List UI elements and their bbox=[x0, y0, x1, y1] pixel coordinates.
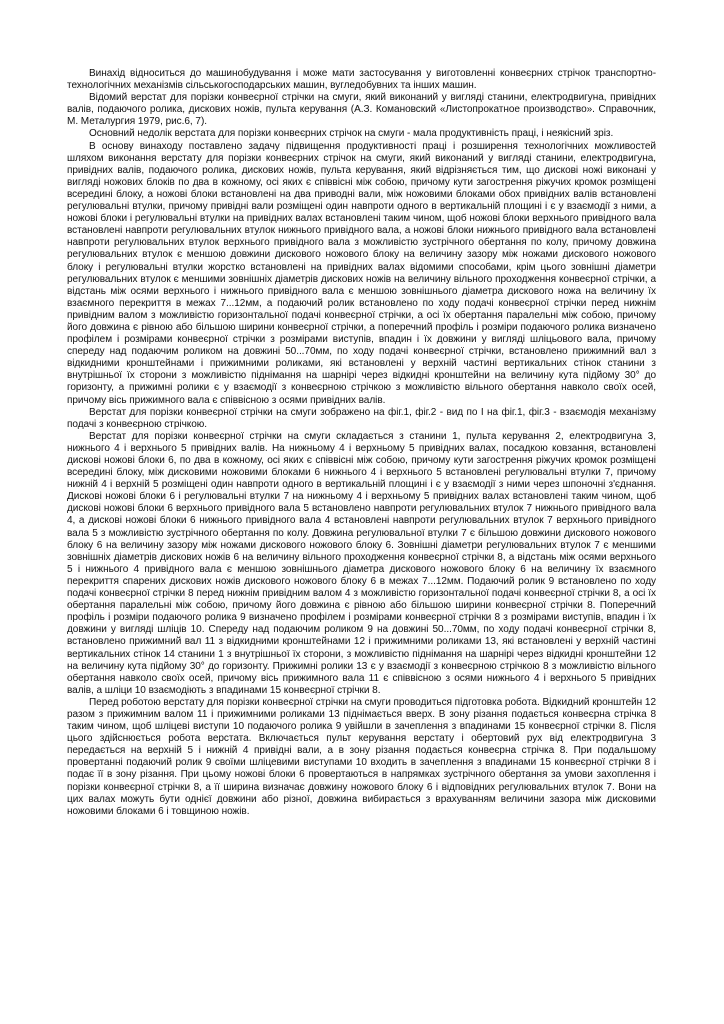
paragraph-invention-summary: В основу винаходу поставлено задачу підвищення продуктивності праці і розширення технологічних можливостей шляхом виконання верстату для порізки конвеєрних стрічок на смуги, який виконаний у вигляді станини, електродвигуна, привідних валів, подаючого ролика, дискових ножів, пульта керування, який відрізняється тим, що дискові ножі виконані у вигляді ножових блоків по два в кожному, осі яких є співвісні між собою, причому кути загострення ріжучих кромок розміщені всередині блоку, а ножові блоки встановлені на два приводні вали, між ножовими блоками обох привідних валів встановлені регулювальні втулки, причому привідні вали розміщені один навпроти одного в вертикальній площині і є у взаємодії з ними, а ножові блоки і регулювальні втулки на привідних валах встановлені таким чином, щоб ножові блоки верхнього привідного вала встановлені навпроти регулювальних втулок нижнього привідного вала, а ножові блоки нижнього привідного вала встановлені навпроти регулювальних втулок верхнього привідного вала з можливістю зустрічного обертання по колу, причому довжина регулювальних втулок є меншою довжини дискового ножового блоку на величину зазору між ножами дискового ножового блоку і регулювальні втулки жорстко встановлені на привідних валах відомими способами, крім цього зовнішні діаметри регулювальних втулок є меншими зовнішніх діаметрів дискових ножів на величину вільного проходження конвеєрної стрічки, а відстань між осями верхнього і нижнього привідного вала є меншою зовнішнього діаметра дискового ножа на величину їх взаємного перекриття в межах 7...12мм, а подаючий ролик встановлено по ходу подачі конвеєрної стрічки перед нижнім привідним валом з можливістю горизонтальної подачі конвеєрної стрічки, а осі їх обертання паралельні між собою, причому його довжина є рівною або більшою ширини конвеєрної стрічки, а поперечний профіль і розміри подаючого ролика визначено профілем і розмірами конвеєрної стрічки з розмірами виступів, впадин і їх довжини у вигляді шліцьового вала, причому спереду над подаючим роликом на довжині 50...70мм, по ходу подачі конвеєрної стрічки, встановлено прижимний вал з відкидними кронштейнами і прижимними роликами, які встановлені у верхній частині вертикальних стінок станини з внутрішньої їх сторони з можливістю піднімання на шарнірі через відкидні кронштейни на величину кута підйому 30° до горизонту, а прижимні ролики є у взаємодії з конвеєрною стрічкою з можливістю вільного обертання навколо своїх осей, причому вісь прижимного вала є співвісною з осями привідних валів. bbox=[67, 140, 656, 406]
paragraph-machine-description: Верстат для порізки конвеєрної стрічки на смуги складається з станини 1, пульта керування 2, електродвигуна 3, нижнього 4 і верхнього 5 привідних валів. На нижньому 4 і верхньому 5 привідних валах, посадкою ковзання, встановлені дискові ножові блоки 6, по два в кожному, осі яких є співвісні між собою, причому кути загострення ріжучих кромок розміщені всередині блоку, між дисковими ножовими блоками 6 нижнього 4 і верхнього 5 встановлені регулювальні втулки 7, причому нижній 4 і верхній 5 розміщені один навпроти одного в вертикальній площині і є у взаємодії з ними через шпоночні з'єднання. Дискові ножові блоки 6 і регулювальні втулки 7 на нижньому 4 і верхньому 5 привідних валах встановлені таким чином, щоб дискові ножові блоки 6 верхнього привідного вала 5 встановлено навпроти регулювальних втулок 7 нижнього привідного вала 4, а дискові ножові блоки 6 нижнього привідного вала 4 встановлені навпроти регулювальних втулок 7 верхнього привідного вала 5 з можливістю зустрічного обертання по колу. Довжина регулювальної втулки 7 є більшою довжини дискового ножового блоку 6 на величину зазору між ножами дискового ножового блоку 6. Зовнішні діаметри регулювальних втулок 7 є меншими зовнішніх діаметрів дискових ножів 6 на величину вільного проходження конвеєрної стрічки 8, а відстань між осями верхнього 5 і нижнього 4 привідного вала є меншою зовнішнього діаметра дискового ножового блоку 6 на величину їх взаємного перекриття спарених дискових ножів дискового ножового блоку 6 в межах 7...12мм. Подаючий ролик 9 встановлено по ходу подачі конвеєрної стрічки 8 перед нижнім привідним валом 4 з можливістю горизонтальної подачі конвеєрної стрічки 8, а осі їх обертання паралельні між собою, причому його довжина є рівною або більшою ширини конвеєрної стрічки 8. Поперечний профіль і розміри подаючого ролика 9 визначено профілем і розмірами конвеєрної стрічки 8 з розмірами виступів, впадин і їх довжини у вигляді шліців 10. Спереду над подаючим роликом 9 на довжині 50...70мм, по ходу подачі конвеєрної стрічки 8, встановлено прижимний вал 11 з відкидними кронштейнами 12 і прижимними роликами 13, які встановлені у верхній частині вертикальних стінок 14 станини 1 з внутрішньої їх сторони, з можливістю піднімання на шарнірі через відкидні кронштейни 12 на величину кута підйому 30° до горизонту. Прижимні ролики 13 є у взаємодії з конвеєрною стрічкою 8 з можливістю вільного обертання навколо своїх осей, причому вісь прижимного вала 11 є співвісною з осями нижнього 4 і верхнього 5 привідних валів, а шліци 10 взаємодіють з впадинами 15 конвеєрної стрічки 8. bbox=[67, 430, 656, 696]
document-page bbox=[67, 68, 656, 818]
paragraph-invention-field: Винахід відноситься до машинобудування і може мати застосування у виготовленні конвеєрних стрічок транспортно-технологічних механізмів сільськогосподарських машин, вугледобувних та інших машин. bbox=[67, 68, 656, 92]
paragraph-figures: Верстат для порізки конвеєрної стрічки на смуги зображено на фіг.1, фіг.2 - вид по І на фіг.1, фіг.3 - взаємодія механізму подачі з конвеєрною стрічкою. bbox=[67, 406, 656, 430]
paragraph-operation: Перед роботою верстату для порізки конвеєрної стрічки на смуги проводиться підготовка робота. Відкидний кронштейн 12 разом з прижимним валом 11 і прижимними роликами 13 піднімається вверх. В зону різання подається конвеєрна стрічка 8 таким чином, щоб шліцеві виступи 10 подаючого ролика 9 увійшли в зачеплення з впадинами 15 конвеєрної стрічки 8. Після цього здійснюється робота верстата. Включається пульт керування верстату і обертовий рух від електродвигуна 3 передається на верхній 5 і нижній 4 привідні вали, а в зону різання подається конвеєрна стрічка 8. При подальшому провертанні подаючий ролик 9 своїми шліцевими виступами 10 входить в зачеплення з впадинами 15 конвеєрної стрічки 8 і подає її в зону різання. При цьому ножові блоки 6 провертаються в напрямках зустрічного обертання за умови захоплення і порізки конвеєрної стрічки 8, а її ширина визначає довжину ножового блоку 6 і відповідних регулювальних втулок 7. Вони на цих валах можуть бути однієї довжини або різної, довжина вибирається з врахуванням величини зазора між дисковими ножовими блоками 6 і товщиною ножів. bbox=[67, 696, 656, 817]
paragraph-prior-art: Відомий верстат для порізки конвеєрної стрічки на смуги, який виконаний у вигляді станини, електродвигуна, привідних валів, подаючого ролика, дискових ножів, пульта керування (А.З. Комановский «Листопрокатное производство». Справочник, М. Металургия 1979, рис.6, 7). bbox=[67, 92, 656, 128]
paragraph-prior-art-drawback: Основний недолік верстата для порізки конвеєрних стрічок на смуги - мала продуктивність праці, і неякісний зріз. bbox=[89, 128, 614, 140]
